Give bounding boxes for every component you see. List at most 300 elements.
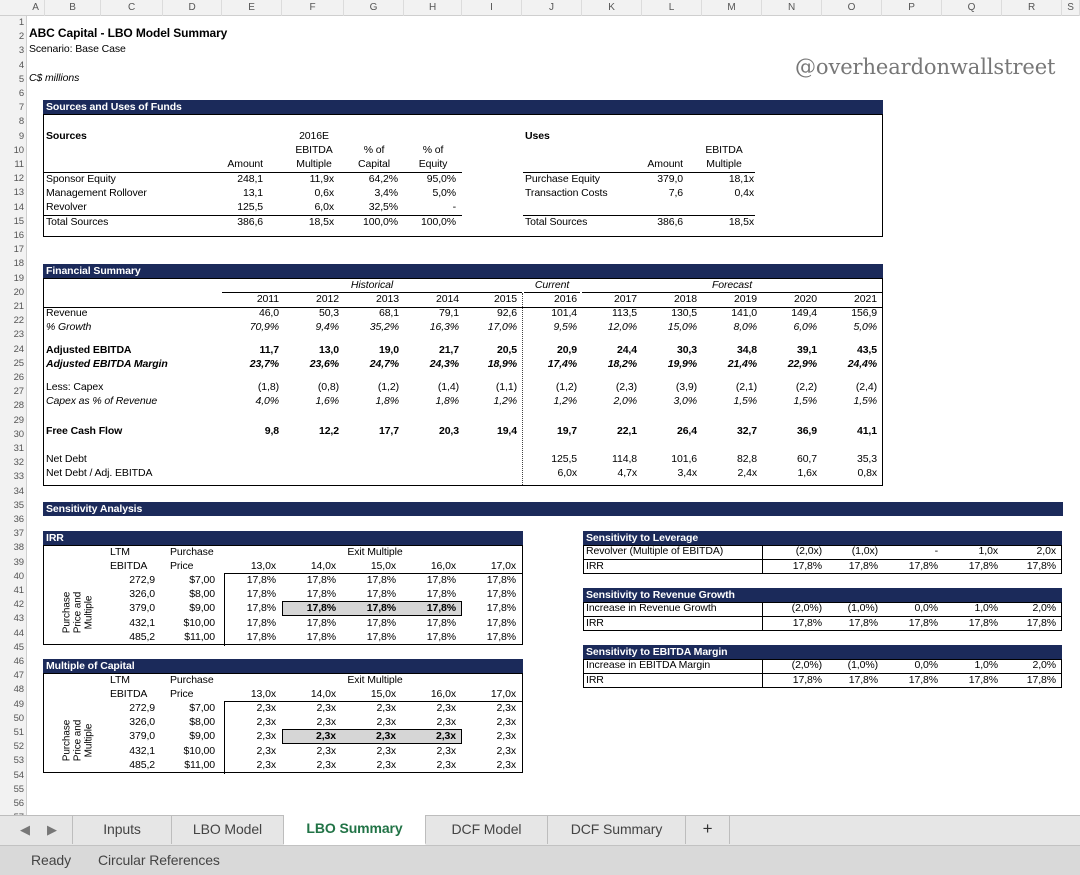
- metric-value: (1,2): [377, 381, 399, 393]
- side-table-irr[interactable]: 17,8%: [908, 560, 938, 572]
- moc-cell[interactable]: 2,3x: [316, 744, 336, 757]
- metric-value: 32,7: [736, 425, 757, 437]
- row-number[interactable]: 56: [13, 798, 24, 809]
- source-pct-capital: 3,4%: [374, 187, 398, 199]
- metric-value: 4,0%: [255, 395, 279, 407]
- row-number[interactable]: 9: [18, 130, 24, 142]
- side-table-irr[interactable]: 17,8%: [848, 674, 878, 686]
- row-number[interactable]: 54: [13, 769, 24, 781]
- irr-cell[interactable]: 17,8%: [366, 630, 396, 643]
- row-number[interactable]: 32: [13, 457, 24, 469]
- column-header[interactable]: S: [1062, 0, 1080, 16]
- moc-ltm-ebitda: 485,2: [129, 758, 155, 771]
- metric-value: (1,4): [437, 381, 459, 393]
- row-number[interactable]: 33: [13, 471, 24, 483]
- column-header[interactable]: C: [101, 0, 163, 16]
- metric-value: 11,7: [259, 344, 279, 356]
- side-table-value: (2,0x): [795, 545, 822, 557]
- irr-exit-multiple: 17,0x: [490, 560, 516, 572]
- moc-cell[interactable]: 2,3x: [436, 702, 456, 714]
- metric-label: Less: Capex: [46, 381, 104, 393]
- uses-header-multiple: Multiple: [706, 158, 742, 170]
- moc-purchase-price: $10,00: [183, 744, 215, 757]
- row-number[interactable]: 28: [13, 400, 24, 412]
- irr-ltm-ebitda: 326,0: [129, 588, 155, 601]
- irr-cell[interactable]: 17,8%: [426, 630, 456, 643]
- side-table-value: (1,0%): [847, 659, 878, 671]
- row-number[interactable]: 38: [13, 542, 24, 554]
- metric-value: (2,2): [795, 381, 817, 393]
- irr-cell[interactable]: 17,8%: [486, 630, 516, 643]
- row-number[interactable]: 7: [18, 102, 24, 114]
- current-label: Current: [534, 279, 570, 291]
- side-table-value: (1,0x): [851, 545, 878, 557]
- moc-cell[interactable]: 2,3x: [316, 758, 336, 771]
- side-table-irr[interactable]: 17,8%: [848, 617, 878, 629]
- moc-purchase-label: Purchase: [170, 674, 214, 686]
- row-number[interactable]: 16: [13, 230, 24, 241]
- side-table-value: 0,0%: [914, 602, 938, 614]
- side-table-irr-label: IRR: [586, 560, 604, 572]
- metric-value: 20,3: [438, 425, 459, 437]
- side-table-title: Sensitivity to Revenue Growth: [583, 588, 1062, 602]
- row-number[interactable]: 22: [13, 315, 24, 327]
- sources-total-pct-capital: 100,0%: [362, 216, 398, 228]
- source-label: Sponsor Equity: [46, 173, 116, 185]
- irr-ltm-label: LTM: [110, 546, 130, 558]
- column-header[interactable]: J: [522, 0, 582, 16]
- year-header: 2018: [674, 293, 697, 305]
- column-header[interactable]: P: [882, 0, 942, 16]
- side-table-irr[interactable]: 17,8%: [1026, 674, 1056, 686]
- column-header[interactable]: D: [163, 0, 222, 16]
- metric-value: 92,6: [496, 307, 517, 319]
- moc-exit-multiple: 15,0x: [370, 688, 396, 700]
- metric-value: 17,0%: [487, 321, 517, 333]
- side-table-row-label: Revolver (Multiple of EBITDA): [586, 545, 724, 557]
- row-number[interactable]: 25: [13, 357, 24, 369]
- column-header[interactable]: I: [462, 0, 522, 16]
- moc-ltm-ebitda: 432,1: [129, 744, 155, 757]
- metric-value: 19,4: [496, 425, 517, 437]
- side-table-value: 1,0%: [974, 659, 998, 671]
- irr-cell[interactable]: 17,8%: [486, 616, 516, 629]
- year-header: 2011: [256, 293, 279, 305]
- header-equity: Equity: [418, 158, 448, 170]
- row-number[interactable]: 6: [18, 88, 24, 99]
- row-number[interactable]: 21: [13, 301, 24, 312]
- metric-value: 16,3%: [429, 321, 459, 333]
- side-table-value: 2,0%: [1032, 659, 1056, 671]
- metric-value: 26,4: [676, 425, 697, 437]
- irr-exit-multiple: 14,0x: [310, 560, 336, 572]
- column-header[interactable]: B: [45, 0, 101, 16]
- side-table-irr[interactable]: 17,8%: [908, 617, 938, 629]
- metric-label: Capex as % of Revenue: [46, 395, 158, 407]
- row-number[interactable]: 19: [13, 272, 24, 284]
- moc-cell[interactable]: 2,3x: [376, 702, 396, 714]
- moc-cell[interactable]: 2,3x: [435, 730, 456, 743]
- row-number[interactable]: 55: [13, 783, 24, 795]
- row-number[interactable]: 8: [18, 116, 24, 128]
- metric-value: (0,8): [317, 381, 339, 393]
- metric-value: (2,3): [615, 381, 637, 393]
- row-number[interactable]: 11: [14, 159, 24, 170]
- row-number[interactable]: 34: [13, 485, 24, 497]
- moc-purchase-price: $11,00: [184, 758, 215, 771]
- add-sheet-button[interactable]: [686, 816, 730, 844]
- next-sheet-icon[interactable]: ▶: [47, 822, 57, 837]
- header-multiple: Multiple: [296, 158, 332, 170]
- metric-value: 19,0: [378, 344, 399, 356]
- column-header[interactable]: F: [282, 0, 344, 16]
- metric-value: 0,8x: [857, 467, 877, 479]
- row-number[interactable]: 48: [13, 684, 24, 696]
- row-number[interactable]: 27: [13, 386, 24, 398]
- year-header: 2016: [554, 293, 577, 305]
- side-table-irr[interactable]: 17,8%: [848, 560, 878, 572]
- row-number[interactable]: 41: [13, 585, 24, 596]
- side-table-irr[interactable]: 17,8%: [908, 674, 938, 686]
- moc-row-rule: [224, 702, 225, 774]
- column-header[interactable]: A: [27, 0, 45, 16]
- metric-value: 2,4x: [737, 467, 757, 479]
- column-header[interactable]: H: [404, 0, 462, 16]
- year-header: 2015: [494, 293, 517, 305]
- row-number[interactable]: 42: [13, 599, 24, 611]
- metric-value: 1,6x: [797, 467, 817, 479]
- row-number[interactable]: 45: [13, 641, 24, 653]
- irr-exit-multiple: 13,0x: [250, 560, 276, 572]
- moc-cell[interactable]: 2,3x: [316, 702, 336, 714]
- moc-cell[interactable]: 2,3x: [256, 730, 276, 743]
- metric-value: 3,0%: [673, 395, 697, 407]
- metric-value: 5,0%: [853, 321, 877, 333]
- tab-inputs[interactable]: [72, 816, 172, 844]
- row-number[interactable]: 5: [18, 73, 24, 85]
- metric-value: 24,4: [616, 344, 637, 356]
- uses-total-amount: 386,6: [657, 216, 683, 228]
- row-number[interactable]: 39: [13, 556, 24, 568]
- irr-ltm-ebitda: 432,1: [129, 616, 155, 629]
- irr-cell[interactable]: 17,8%: [486, 602, 516, 615]
- row-number[interactable]: 30: [13, 428, 24, 440]
- irr-cell[interactable]: 17,8%: [246, 574, 276, 586]
- tab-lbo-summary[interactable]: [284, 815, 426, 845]
- side-table-irr[interactable]: 17,8%: [1026, 617, 1056, 629]
- metric-value: 1,2%: [493, 395, 517, 407]
- side-table-row-label: Increase in Revenue Growth: [586, 602, 717, 614]
- uses-header-ebitda: EBITDA: [705, 144, 743, 156]
- irr-cell[interactable]: 17,8%: [486, 574, 516, 586]
- side-table-irr-label: IRR: [586, 617, 604, 629]
- column-header[interactable]: O: [822, 0, 882, 16]
- row-number[interactable]: 40: [13, 570, 24, 582]
- tab-lbo-model[interactable]: [172, 816, 284, 844]
- column-header-bar[interactable]: [0, 0, 1080, 16]
- row-number[interactable]: 29: [13, 414, 24, 426]
- metric-value: 43,5: [856, 344, 877, 356]
- metric-value: 3,4x: [677, 467, 697, 479]
- irr-cell[interactable]: 17,8%: [246, 630, 276, 643]
- row-number[interactable]: 51: [13, 727, 24, 738]
- column-header[interactable]: E: [222, 0, 282, 16]
- moc-cell[interactable]: 2,3x: [436, 758, 456, 771]
- irr-cell[interactable]: 17,8%: [426, 588, 456, 601]
- row-number[interactable]: 13: [13, 187, 24, 199]
- side-table-irr[interactable]: 17,8%: [1026, 560, 1056, 572]
- row-number[interactable]: 2: [18, 31, 24, 43]
- side-table-value: (2,0%): [791, 602, 822, 614]
- header-amount: Amount: [227, 158, 263, 170]
- metric-value: 20,9: [556, 344, 577, 356]
- moc-cell[interactable]: 2,3x: [376, 758, 396, 771]
- source-multiple: 6,0x: [314, 201, 334, 213]
- metric-value: (1,2): [555, 381, 577, 393]
- row-number[interactable]: 43: [13, 613, 24, 625]
- irr-cell[interactable]: 17,8%: [306, 574, 336, 586]
- metric-value: 24,7%: [369, 358, 399, 370]
- column-header[interactable]: L: [642, 0, 702, 16]
- moc-cell[interactable]: 2,3x: [496, 730, 516, 743]
- moc-cell[interactable]: 2,3x: [496, 702, 516, 714]
- moc-bar: Multiple of Capital: [43, 659, 523, 673]
- moc-exit-multiple-label: Exit Multiple: [347, 674, 403, 686]
- irr-row-rule: [224, 574, 225, 646]
- row-number[interactable]: 31: [13, 443, 24, 454]
- use-label: Purchase Equity: [525, 173, 600, 185]
- row-number[interactable]: 24: [13, 343, 24, 355]
- metric-value: 41,1: [856, 425, 877, 437]
- irr-cell[interactable]: 17,8%: [306, 588, 336, 601]
- side-table-irr[interactable]: 17,8%: [968, 617, 998, 629]
- row-number[interactable]: 53: [13, 755, 24, 767]
- tab-label: DCF Model: [451, 821, 522, 837]
- side-table-value: (1,0%): [847, 602, 878, 614]
- metric-value: 19,7: [556, 425, 577, 437]
- metric-value: 101,4: [551, 307, 577, 319]
- irr-cell[interactable]: 17,8%: [366, 574, 396, 586]
- irr-ltm-ebitda: 485,2: [129, 630, 155, 643]
- moc-cell[interactable]: 2,3x: [256, 758, 276, 771]
- source-pct-capital: 32,5%: [368, 201, 398, 213]
- metric-value: 9,8: [264, 425, 279, 437]
- metric-value: (1,8): [257, 381, 279, 393]
- row-number[interactable]: 20: [13, 286, 24, 298]
- side-table-row-label: Increase in EBITDA Margin: [586, 659, 711, 671]
- metric-value: 39,1: [796, 344, 817, 356]
- row-number[interactable]: 35: [13, 499, 24, 511]
- irr-cell[interactable]: 17,8%: [306, 630, 336, 643]
- metric-value: 22,1: [616, 425, 637, 437]
- moc-cell[interactable]: 2,3x: [256, 702, 276, 714]
- side-table-irr[interactable]: 17,8%: [792, 560, 822, 572]
- irr-cell[interactable]: 17,8%: [426, 574, 456, 586]
- metric-value: 22,9%: [787, 358, 817, 370]
- irr-purchase-label: Purchase: [170, 546, 214, 558]
- side-table-irr[interactable]: 17,8%: [968, 674, 998, 686]
- status-bar: [0, 845, 1080, 875]
- metric-value: 18,2%: [607, 358, 637, 370]
- row-number[interactable]: 49: [13, 698, 24, 710]
- row-number[interactable]: 12: [13, 173, 24, 185]
- metric-value: (2,4): [855, 381, 877, 393]
- column-header[interactable]: K: [582, 0, 642, 16]
- row-number[interactable]: 17: [13, 244, 24, 256]
- row-number[interactable]: 37: [13, 528, 24, 540]
- irr-cell[interactable]: 17,8%: [486, 588, 516, 601]
- metric-value: 1,8%: [435, 395, 459, 407]
- metric-value: 19,9%: [667, 358, 697, 370]
- row-number[interactable]: 1: [18, 17, 24, 28]
- year-header: 2012: [316, 293, 339, 305]
- metric-value: 101,6: [671, 453, 697, 465]
- moc-side-label-1: Purchase: [61, 719, 73, 762]
- row-number[interactable]: 18: [13, 258, 24, 270]
- moc-ltm-ebitda: 272,9: [129, 702, 155, 714]
- metric-label: Free Cash Flow: [46, 425, 123, 437]
- side-table-value: 1,0x: [978, 545, 998, 557]
- plus-icon: +: [702, 819, 713, 838]
- irr-cell[interactable]: 17,8%: [366, 616, 396, 629]
- metric-value: 18,9%: [487, 358, 517, 370]
- moc-ebitda-label: EBITDA: [110, 688, 148, 700]
- moc-cell[interactable]: 2,3x: [315, 730, 336, 743]
- header-pct-equity: % of: [422, 144, 444, 156]
- irr-cell[interactable]: 17,8%: [246, 588, 276, 601]
- header-capital: Capital: [358, 158, 390, 170]
- metric-value: 9,4%: [315, 321, 339, 333]
- metric-value: 12,0%: [607, 321, 637, 333]
- row-number[interactable]: 47: [13, 670, 24, 682]
- metric-value: (3,9): [675, 381, 697, 393]
- metric-value: 149,4: [791, 307, 817, 319]
- irr-cell[interactable]: 17,8%: [246, 616, 276, 629]
- metric-value: 17,7: [378, 425, 399, 437]
- metric-value: (2,1): [735, 381, 757, 393]
- irr-purchase-price: $11,00: [184, 630, 215, 643]
- use-amount: 379,0: [657, 173, 683, 185]
- row-number[interactable]: 26: [13, 372, 24, 383]
- sources-total-label: Total Sources: [46, 216, 109, 228]
- moc-cell[interactable]: 2,3x: [376, 744, 396, 757]
- source-pct-equity: 95,0%: [426, 173, 456, 185]
- row-number[interactable]: 36: [13, 514, 24, 525]
- row-number[interactable]: 44: [13, 627, 24, 639]
- metric-value: 23,7%: [249, 358, 279, 370]
- tab-label: Inputs: [103, 821, 141, 837]
- moc-purchase-price: $7,00: [189, 702, 215, 714]
- column-header[interactable]: G: [344, 0, 404, 16]
- side-table-value: -: [934, 545, 938, 557]
- irr-cell[interactable]: 17,8%: [426, 602, 456, 615]
- side-table-divider: [762, 603, 763, 630]
- moc-cell[interactable]: 2,3x: [496, 744, 516, 757]
- sources-title: Sources: [46, 130, 87, 142]
- moc-ltm-label: LTM: [110, 674, 130, 686]
- irr-cell[interactable]: 17,8%: [426, 616, 456, 629]
- row-number[interactable]: 52: [13, 741, 24, 753]
- row-number[interactable]: 14: [13, 201, 24, 213]
- row-number[interactable]: 50: [13, 712, 24, 724]
- side-table-irr[interactable]: 17,8%: [792, 674, 822, 686]
- moc-ltm-ebitda: 326,0: [129, 716, 155, 729]
- side-table-value: 1,0%: [974, 602, 998, 614]
- side-table-irr[interactable]: 17,8%: [968, 560, 998, 572]
- side-table-divider: [762, 660, 763, 687]
- irr-ltm-ebitda: 272,9: [129, 574, 155, 586]
- row-header-bar[interactable]: [0, 16, 27, 816]
- row-number[interactable]: 15: [13, 215, 24, 227]
- year-header: 2021: [854, 293, 877, 305]
- irr-purchase-price: $7,00: [189, 574, 215, 586]
- source-label: Revolver: [46, 201, 87, 213]
- moc-cell[interactable]: 2,3x: [436, 744, 456, 757]
- moc-cell[interactable]: 2,3x: [256, 744, 276, 757]
- moc-cell[interactable]: 2,3x: [496, 758, 516, 771]
- side-table-value: (2,0%): [791, 659, 822, 671]
- source-pct-capital: 64,2%: [368, 173, 398, 185]
- sources-total-amount: 386,6: [237, 216, 263, 228]
- metric-label: Adjusted EBITDA: [46, 344, 132, 356]
- metric-value: 8,0%: [733, 321, 757, 333]
- row-number[interactable]: 4: [18, 59, 24, 71]
- irr-cell[interactable]: 17,8%: [306, 616, 336, 629]
- irr-cell[interactable]: 17,8%: [306, 602, 336, 615]
- prev-sheet-icon[interactable]: ◀: [20, 822, 30, 837]
- irr-side-label-3: Multiple: [83, 595, 95, 630]
- metric-value: 2,0%: [613, 395, 637, 407]
- column-header[interactable]: N: [762, 0, 822, 16]
- metric-value: 156,9: [851, 307, 877, 319]
- row-number[interactable]: 46: [13, 656, 24, 667]
- irr-cell[interactable]: 17,8%: [366, 602, 396, 615]
- status-circular-references[interactable]: Circular References: [98, 852, 220, 868]
- column-header[interactable]: R: [1002, 0, 1062, 16]
- forecast-label: Forecast: [711, 279, 753, 291]
- metric-value: 114,8: [612, 453, 637, 465]
- use-multiple: 18,1x: [728, 173, 754, 185]
- metric-value: 35,3: [856, 453, 877, 465]
- use-amount: 7,6: [668, 187, 683, 199]
- use-label: Transaction Costs: [525, 187, 608, 199]
- column-header[interactable]: Q: [942, 0, 1002, 16]
- column-header[interactable]: M: [702, 0, 762, 16]
- irr-cell[interactable]: 17,8%: [366, 588, 396, 601]
- source-amount: 13,1: [242, 187, 263, 199]
- side-table-title: Sensitivity to EBITDA Margin: [583, 645, 1062, 659]
- moc-cell[interactable]: 2,3x: [375, 730, 396, 743]
- irr-price-label: Price: [170, 560, 194, 572]
- moc-cell[interactable]: 2,3x: [316, 716, 336, 729]
- moc-side-label-2: Price and: [72, 719, 84, 762]
- metric-value: 1,2%: [553, 395, 577, 407]
- header-pct-capital: % of: [363, 144, 385, 156]
- row-number[interactable]: 10: [13, 144, 24, 156]
- tab-dcf-model[interactable]: [426, 816, 548, 844]
- row-number[interactable]: 23: [13, 329, 24, 341]
- row-number[interactable]: 3: [18, 45, 24, 57]
- moc-cell[interactable]: 2,3x: [436, 716, 456, 729]
- sensitivity-bar: Sensitivity Analysis: [43, 502, 1063, 516]
- moc-cell[interactable]: 2,3x: [256, 716, 276, 729]
- side-table-irr[interactable]: 17,8%: [792, 617, 822, 629]
- source-multiple: 0,6x: [314, 187, 334, 199]
- irr-cell[interactable]: 17,8%: [246, 602, 276, 615]
- moc-cell[interactable]: 2,3x: [496, 716, 516, 729]
- tab-dcf-summary[interactable]: [548, 816, 686, 844]
- moc-cell[interactable]: 2,3x: [376, 716, 396, 729]
